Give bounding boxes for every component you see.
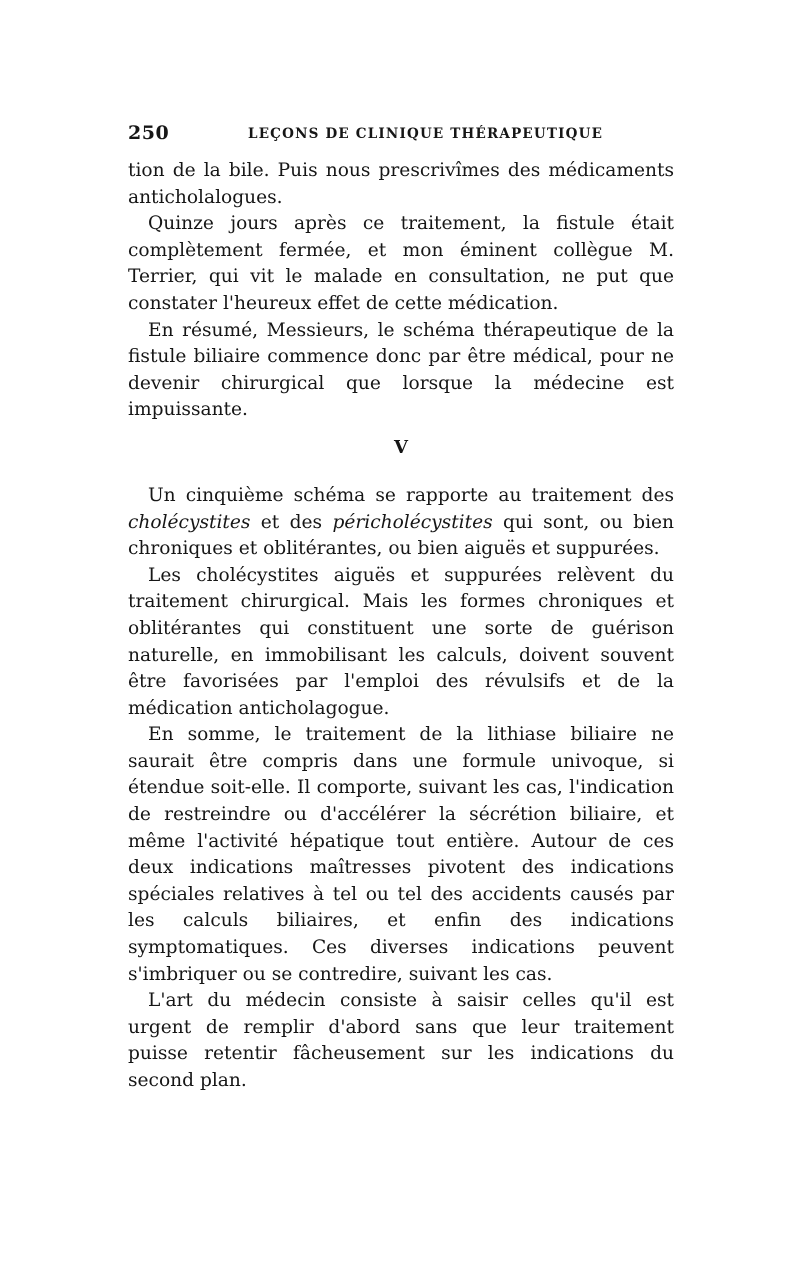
- page-number: 250: [128, 122, 170, 144]
- paragraph-text: Un cinquième schéma se rapporte au traitement des: [148, 484, 674, 506]
- paragraph: L'art du médecin consiste à saisir celles qu'il est urgent de remplir d'abord sans que leur traitement puisse retentir fâcheusement sur les indications du second plan.: [128, 990, 674, 1091]
- italic-term: cholécystites: [128, 511, 251, 533]
- paragraph: Les cholécystites aiguës et suppurées relèvent du traitement chirurgical. Mais les formes chroniques et oblitérantes qui constituent une sorte de guérison naturelle, en immobilisant les calculs, doivent souvent être favorisées par l'emploi des révulsifs et de la médication anticholagogue.: [128, 564, 674, 719]
- paragraph-text: qui sont, ou bien chroniques et oblitérantes, ou bien aiguës et suppurées.: [128, 511, 674, 560]
- paragraph-text: et des: [250, 511, 333, 533]
- running-head: [128, 118, 674, 148]
- section-heading: V: [394, 436, 408, 458]
- paragraph: En somme, le traitement de la lithiase biliaire ne saurait être compris dans une formule univoque, si étendue soit-elle. Il comporte, suivant les cas, l'indication de restreindre ou d'accélérer la sécrétion biliaire, et même l'activité hépatique tout entière. Autour de ces deux indications maîtresses pivotent des indications spéciales relatives à tel ou tel des accidents causés par les calculs biliaires, et enfin des indications symptomatiques. Ces diverses indications peuvent s'imbriquer ou se contredire, suivant les cas.: [128, 724, 674, 985]
- book-page: [128, 118, 674, 1095]
- body-text: [128, 158, 674, 1095]
- paragraph: Quinze jours après ce traitement, la fistule était complètement fermée, et mon éminent collègue M. Terrier, qui vit le malade en consultation, ne put que constater l'heureux effet de cette médication.: [128, 213, 674, 314]
- italic-term: péricholécystites: [332, 511, 493, 533]
- paragraph-continuation: tion de la bile. Puis nous prescrivîmes des médicaments anticholalogues.: [128, 160, 674, 208]
- paragraph: [128, 483, 674, 563]
- running-title: LEÇONS DE CLINIQUE THÉRAPEUTIQUE: [248, 126, 604, 142]
- paragraph: En résumé, Messieurs, le schéma thérapeutique de la fistule biliaire commence donc par être médical, pour ne devenir chirurgical que lorsque la médecine est impuissante.: [128, 319, 674, 421]
